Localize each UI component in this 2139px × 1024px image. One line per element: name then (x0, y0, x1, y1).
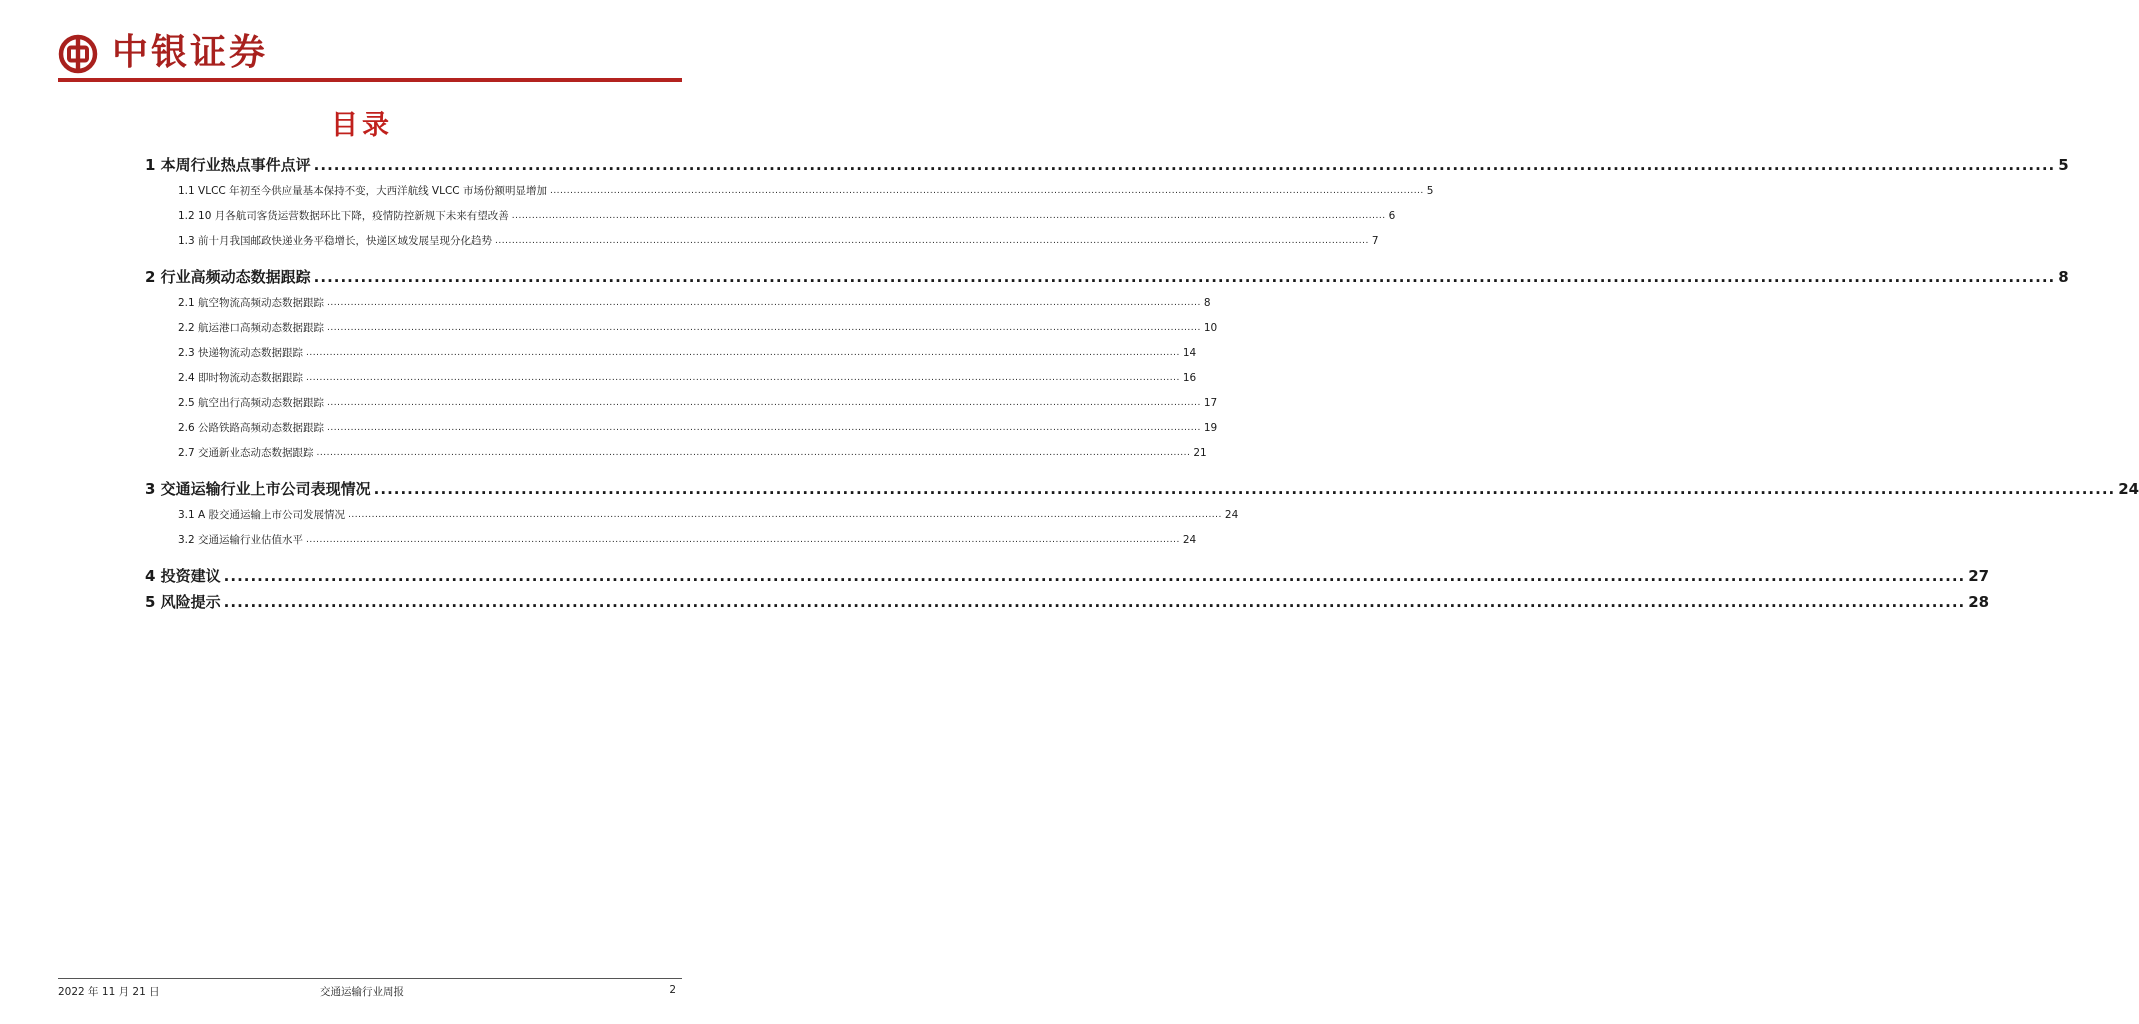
toc-leader-dots: .................................................................................................................................................................................................................................................................... (495, 236, 1369, 246)
toc-entry-page-number: 21 (1193, 447, 1207, 459)
toc-leader-dots: .................................................................................................................................................................................................................................................................... (223, 567, 1966, 585)
toc-entry-page-number: 24 (1182, 534, 1197, 546)
toc-leader-dots: .................................................................................................................................................................................................................................................................... (373, 480, 2116, 498)
toc-entry-page-number: 28 (1968, 593, 1990, 611)
toc-leader-dots: .................................................................................................................................................................................................................................................................... (511, 211, 1386, 221)
toc-subsection-entry[interactable] (178, 370, 1197, 386)
toc-leader-dots: .................................................................................................................................................................................................................................................................... (306, 535, 1180, 545)
toc-entry-label: 2.7 交通新业态动态数据跟踪 (178, 447, 314, 459)
toc-entry-label: 5 风险提示 (145, 593, 221, 611)
header-divider (58, 78, 682, 82)
toc-subsection-entry[interactable] (178, 183, 1434, 199)
toc-entry-page-number: 24 (2118, 480, 2139, 498)
toc-entry-page-number: 10 (1203, 322, 1218, 334)
toc-entry-label: 3.1 A 股交通运输上市公司发展情况 (178, 509, 346, 521)
toc-entry-label: 3 交通运输行业上市公司表现情况 (145, 480, 371, 498)
toc-leader-dots: .................................................................................................................................................................................................................................................................... (313, 156, 2056, 174)
footer-divider (58, 978, 682, 979)
toc-subsection-entry[interactable] (178, 345, 1197, 361)
toc-leader-dots: .................................................................................................................................................................................................................................................................... (327, 423, 1201, 433)
toc-entry-label: 2.1 航空物流高频动态数据跟踪 (178, 297, 325, 309)
toc-section-entry[interactable] (145, 564, 1990, 588)
toc-entry-label: 3.2 交通运输行业估值水平 (178, 534, 304, 546)
toc-entry-page-number: 8 (1203, 297, 1211, 309)
toc-leader-dots: .................................................................................................................................................................................................................................................................... (313, 268, 2056, 286)
toc-entry-label: 1.2 10 月各航司客货运营数据环比下降，疫情防控新规下未来有望改善 (178, 210, 509, 222)
toc-entry-page-number: 14 (1182, 347, 1197, 359)
toc-leader-dots: .................................................................................................................................................................................................................................................................... (327, 398, 1201, 408)
toc-entry-label: 1.3 前十月我国邮政快递业务平稳增长，快递区域发展呈现分化趋势 (178, 235, 493, 247)
toc-entry-page-number: 19 (1203, 422, 1218, 434)
toc-entry-label: 4 投资建议 (145, 567, 221, 585)
toc-subsection-entry[interactable] (178, 507, 1239, 523)
bank-of-china-logo-icon (58, 34, 98, 74)
toc-leader-dots: .................................................................................................................................................................................................................................................................... (316, 448, 1191, 458)
toc-subsection-entry[interactable] (178, 395, 1218, 411)
footer-page-number: 2 (669, 984, 676, 996)
toc-subsection-entry[interactable] (178, 208, 1396, 224)
toc-entry-page-number: 7 (1371, 235, 1379, 247)
toc-section-entry[interactable] (145, 477, 2139, 501)
toc-entry-page-number: 5 (1426, 185, 1434, 197)
toc-entry-label: 2.4 即时物流动态数据跟踪 (178, 372, 304, 384)
toc-leader-dots: .................................................................................................................................................................................................................................................................... (327, 323, 1201, 333)
toc-section-entry[interactable] (145, 153, 2069, 177)
toc-section-entry[interactable] (145, 265, 2069, 289)
toc-leader-dots: .................................................................................................................................................................................................................................................................... (223, 593, 1966, 611)
toc-entry-label: 2.2 航运港口高频动态数据跟踪 (178, 322, 325, 334)
toc-entry-label: 1.1 VLCC 年初至今供应量基本保持不变，大西洋航线 VLCC 市场份额明显增加 (178, 185, 547, 197)
footer-doc-title: 交通运输行业周报 (320, 986, 404, 998)
toc-entry-page-number: 5 (2058, 156, 2069, 174)
toc-entry-page-number: 6 (1388, 210, 1396, 222)
footer-date: 2022 年 11 月 21 日 (58, 986, 160, 998)
toc-subsection-entry[interactable] (178, 420, 1218, 436)
toc-leader-dots: .................................................................................................................................................................................................................................................................... (306, 373, 1180, 383)
toc-subsection-entry[interactable] (178, 295, 1211, 311)
toc-section-entry[interactable] (145, 590, 1990, 614)
toc-entry-page-number: 16 (1182, 372, 1197, 384)
toc-title: 目录 (331, 110, 393, 141)
toc-leader-dots: .................................................................................................................................................................................................................................................................... (348, 510, 1222, 520)
toc-subsection-entry[interactable] (178, 320, 1218, 336)
toc-entry-page-number: 24 (1224, 509, 1239, 521)
toc-subsection-entry[interactable] (178, 445, 1207, 461)
toc-entry-label: 2 行业高频动态数据跟踪 (145, 268, 311, 286)
toc-entry-label: 2.5 航空出行高频动态数据跟踪 (178, 397, 325, 409)
toc-leader-dots: .................................................................................................................................................................................................................................................................... (306, 348, 1180, 358)
toc-entry-label: 1 本周行业热点事件点评 (145, 156, 311, 174)
toc-entry-page-number: 8 (2058, 268, 2069, 286)
brand-name: 中银证券 (112, 31, 269, 73)
toc-subsection-entry[interactable] (178, 532, 1197, 548)
toc-entry-page-number: 27 (1968, 567, 1990, 585)
toc-entry-page-number: 17 (1203, 397, 1218, 409)
toc-entry-label: 2.6 公路铁路高频动态数据跟踪 (178, 422, 325, 434)
toc-leader-dots: .................................................................................................................................................................................................................................................................... (549, 186, 1424, 196)
page-header (58, 30, 682, 80)
toc-entry-label: 2.3 快递物流动态数据跟踪 (178, 347, 304, 359)
toc-leader-dots: .................................................................................................................................................................................................................................................................... (327, 298, 1201, 308)
toc-subsection-entry[interactable] (178, 233, 1379, 249)
